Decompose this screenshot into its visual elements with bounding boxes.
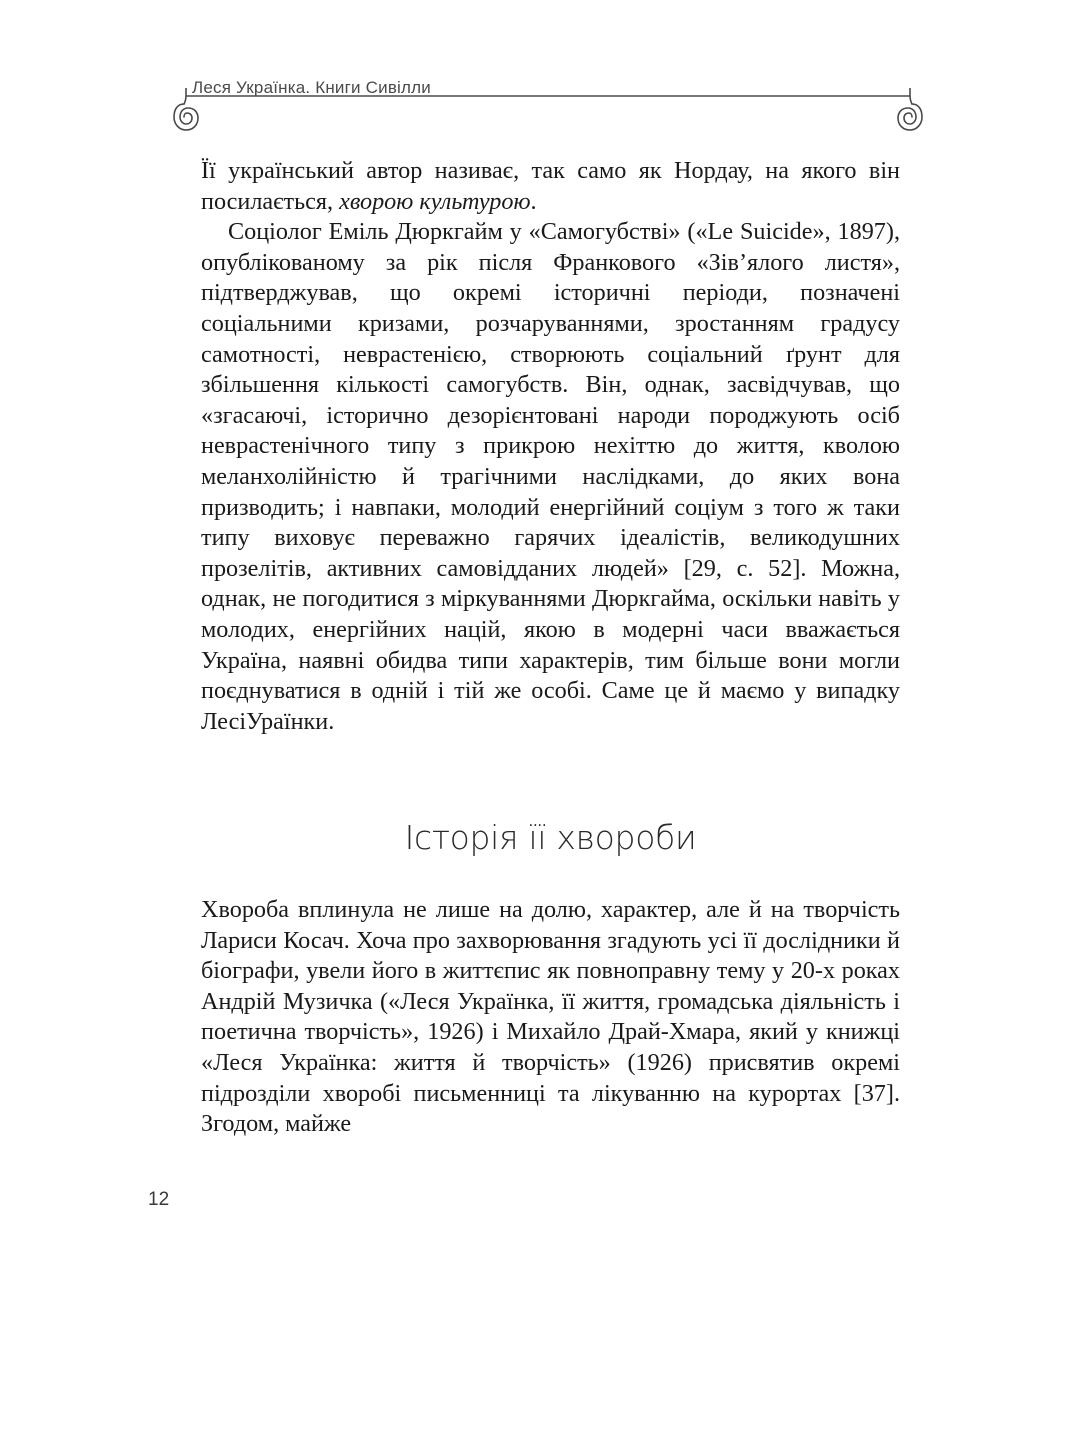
section-title: Історія її хвороби	[404, 818, 697, 857]
paragraph-1-end: .	[530, 187, 537, 215]
page-number: 12	[148, 1189, 170, 1210]
paragraph-1	[201, 156, 900, 217]
right-spiral-icon	[898, 88, 922, 130]
body-text-top	[201, 156, 900, 737]
paragraph-1-emphasis: хворою культурою	[339, 187, 531, 215]
body-text-bottom	[201, 895, 900, 1140]
left-spiral-icon	[174, 88, 198, 130]
running-head: Леся Українка. Книги Сивілли	[192, 78, 431, 97]
header-rule-ornament	[172, 88, 924, 134]
paragraph-3: Хвороба вплинула не лише на долю, характер, але й на творчість Лариси Косач. Хоча про захворювання згадують усі її дослідники й біографи, увели його в життєпис як повноправну тему у 20-х роках Андрій Музичка («Леся Українка, її життя, громадська діяльність і поетична творчість», 1926) і Михайло Драй-Хмара, який у книжці «Леся Українка: життя й творчість» (1926) присвятив окремі підрозділи хворобі письменниці та лікуванню на курортах [37]. Згодом, майже	[201, 896, 900, 1138]
paragraph-1-text: Її український автор називає, так само як Нордау, на якого він посилається,	[201, 157, 900, 215]
paragraph-2: Соціолог Еміль Дюркгайм у «Самогубстві» («Le Suicide», 1897), опублікованому за рік після Франкового «Зів’ялого листя», підтверджував, що окремі історичні періоди, позначені соціальними кризами, розчаруваннями, зростанням градусу самотності, неврастенією, створюють соціальний ґрунт для збільшення кількості самогубств. Він, однак, засвідчував, що «згасаючі, історично дезорієнтовані народи породжують осіб неврастенічного типу з прикрою нехіттю до життя, кволою меланхолійністю й трагічними наслідками, до яких вона призводить; і навпаки, молодий енергійний соціум з того ж таки типу виховує переважно гарячих ідеалістів, великодушних прозелітів, активних самовідданих людей» [29, с. 52]. Можна, однак, не погодитися з міркуваннями Дюркгайма, оскільки навіть у молодих, енергійних націй, якою в модерні часи вважається Україна, наявні обидва типи характерів, тим більше вони могли поєднуватися в одній і тій же особі. Саме це й маємо у випадку ЛесіУраїнки.	[201, 218, 900, 735]
